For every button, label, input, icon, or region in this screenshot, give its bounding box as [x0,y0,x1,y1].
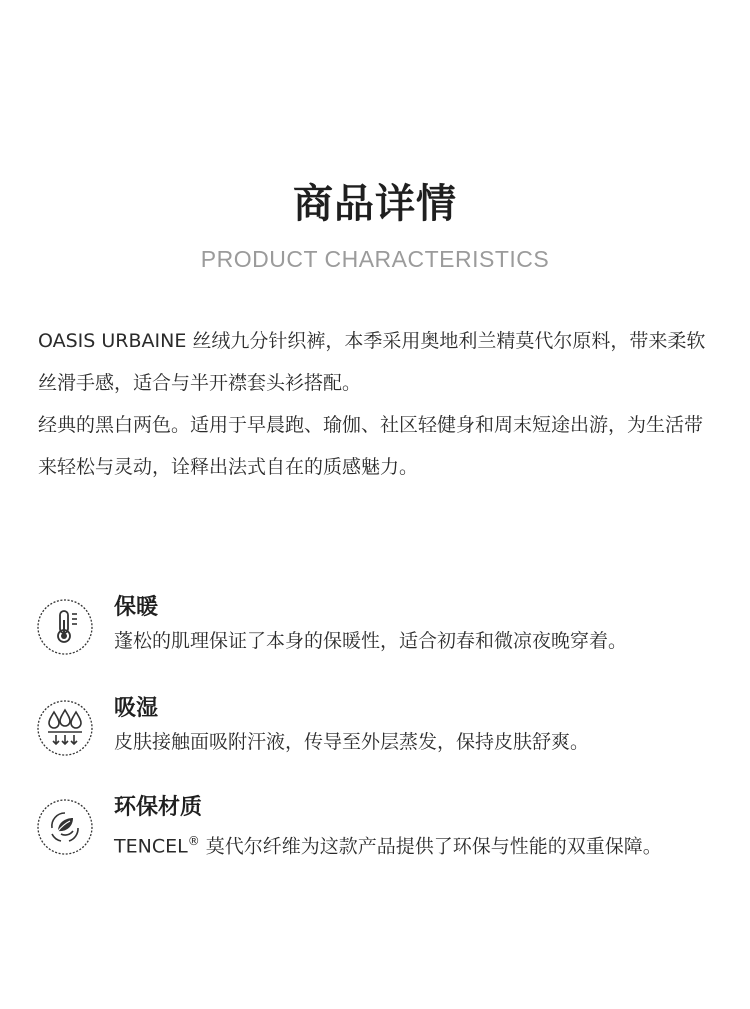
thermometer-icon [36,598,94,656]
brand-name: TENCEL [114,835,188,858]
leaves-icon [36,798,94,856]
feature-description-text: 莫代尔纤维为这款产品提供了环保与性能的双重保障。 [199,835,662,858]
feature-title: 环保材质 [114,795,203,820]
feature-moisture [36,696,726,761]
registered-mark: ® [187,834,200,848]
feature-title: 保暖 [114,595,159,620]
feature-description: 皮肤接触面吸附汗液，传导至外层蒸发，保持皮肤舒爽。 [114,731,590,753]
product-description [38,320,718,488]
page-subtitle: PRODUCT CHARACTERISTICS [200,246,550,272]
water-drops-icon [36,699,94,757]
feature-title: 吸湿 [114,696,159,721]
feature-eco-material [36,795,726,860]
description-paragraph: OASIS URBAINE 丝绒九分针织裤，本季采用奥地利兰精莫代尔原料，带来柔软丝滑手感，适合与半开襟套头衫搭配。 [38,330,706,394]
feature-warmth [36,595,726,660]
description-paragraph: 经典的黑白两色。适用于早晨跑、瑜伽、社区轻健身和周末短途出游，为生活带来轻松与灵动，诠释出法式自在的质感魅力。 [38,414,704,478]
feature-description: 蓬松的肌理保证了本身的保暖性，适合初春和微凉夜晚穿着。 [114,630,628,652]
feature-description [114,826,734,861]
page-title: 商品详情 [293,181,457,227]
